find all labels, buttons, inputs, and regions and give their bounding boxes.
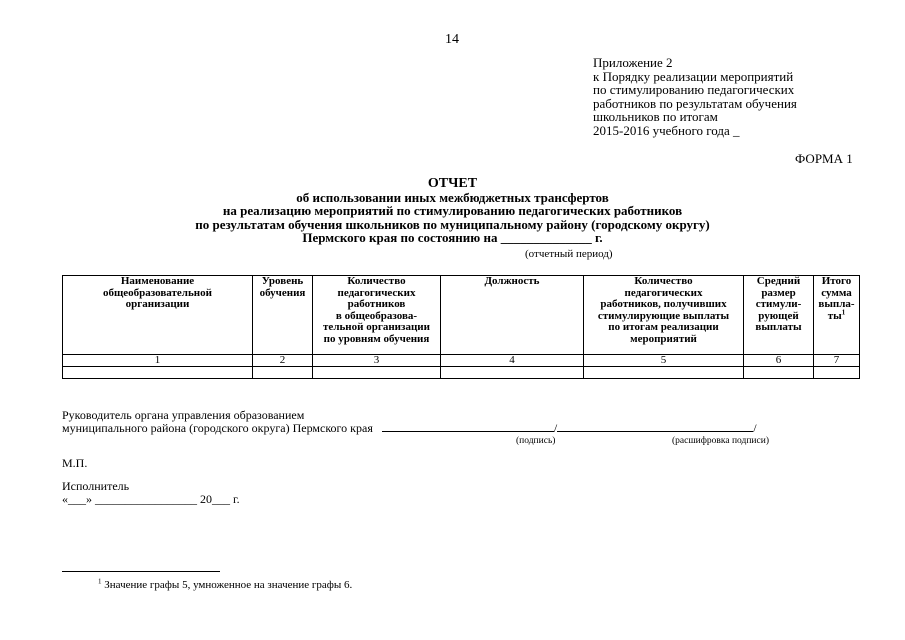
header-line: мероприятий — [630, 332, 697, 345]
column-number: 3 — [313, 355, 441, 367]
header-line: Наименование — [120, 275, 195, 287]
appendix-line: по стимулированию педагогических — [593, 82, 795, 97]
column-number: 1 — [63, 355, 253, 367]
signature-block — [62, 408, 769, 447]
col-header-teacher-count — [313, 276, 441, 355]
header-line: обучения — [259, 286, 306, 299]
header-line: Уровень — [261, 275, 304, 287]
col-header-organization — [63, 276, 253, 355]
column-number: 4 — [441, 355, 584, 367]
signature-field[interactable] — [382, 431, 554, 432]
header-line: ты — [827, 309, 842, 322]
form-label: ФОРМА 1 — [795, 151, 853, 166]
year-blank[interactable]: 20___ — [200, 492, 230, 506]
header-line: по уровням обучения — [323, 332, 430, 345]
col-header-recipients-count — [584, 276, 744, 355]
title-line: на реализацию мероприятий по стимулированию педагогических работников — [222, 203, 683, 218]
header-line: тельной организации — [323, 321, 430, 333]
header-line: Должность — [484, 275, 540, 287]
header-line: Количество — [347, 275, 406, 287]
caption-signature: (подпись) — [516, 436, 556, 446]
header-line: педагогических — [624, 286, 703, 299]
header-line: выплаты — [755, 321, 802, 333]
col-header-position — [441, 276, 584, 355]
table-header-row — [63, 276, 860, 355]
caption-decode: (расшифровка подписи) — [672, 436, 769, 446]
table-cell[interactable] — [63, 367, 253, 379]
table-cell[interactable] — [441, 367, 584, 379]
signature-slash: / — [553, 421, 558, 435]
title-date-suffix: г. — [594, 230, 603, 245]
executor-label: Исполнитель — [62, 479, 130, 493]
header-line: рующей — [758, 309, 799, 322]
title-date-prefix: Пермского края по состоянию на — [302, 230, 498, 245]
signature-label: муниципального района (городского округа) Пермского края — [62, 421, 373, 435]
year-suffix: г. — [233, 492, 240, 506]
column-number: 6 — [744, 355, 814, 367]
table-cell[interactable] — [584, 367, 744, 379]
header-line: работников, получивших — [600, 298, 727, 310]
stamp-place: М.П. — [62, 456, 88, 470]
open-quote: « — [62, 492, 68, 506]
header-line: общеобразовательной — [103, 286, 212, 299]
signature-decode-field[interactable] — [557, 431, 753, 432]
appendix-line: школьников по итогам — [593, 109, 718, 124]
col-header-total-payment — [814, 276, 860, 355]
table-cell[interactable] — [313, 367, 441, 379]
appendix-line: 2015-2016 учебного года _ — [593, 122, 740, 138]
header-line: Количество — [634, 275, 693, 287]
header-line: стимули- — [755, 298, 802, 310]
column-number: 2 — [253, 355, 313, 367]
footnote-text: Значение графы 5, умноженное на значение графы 6. — [104, 579, 353, 591]
header-line: стимулирующие выплаты — [597, 309, 730, 322]
header-line: размер — [761, 286, 796, 299]
header-line-with-mark — [815, 307, 858, 323]
header-line: выпла- — [818, 298, 855, 310]
signature-line-1: Руководитель органа управления образованием — [62, 408, 305, 422]
footnote-mark: 1 — [98, 577, 102, 586]
col-header-average-payment — [744, 276, 814, 355]
appendix-line: к Порядку реализации мероприятий — [593, 68, 794, 84]
signature-line-2 — [62, 422, 757, 435]
header-line: работников — [347, 298, 406, 310]
header-line: педагогических — [337, 286, 416, 299]
executor-date-line — [62, 493, 240, 506]
close-quote: » — [86, 492, 92, 506]
header-footnote-mark: 1 — [841, 307, 846, 316]
signature-captions — [62, 435, 769, 447]
period-caption: (отчетный период) — [525, 248, 613, 260]
footnote — [98, 579, 352, 591]
appendix-line: работников по результатам обучения — [593, 95, 797, 111]
title-date-blank[interactable]: ______________ — [500, 230, 592, 245]
table-cell[interactable] — [253, 367, 313, 379]
header-line: Итого — [821, 275, 852, 287]
footnote-divider — [62, 571, 220, 572]
header-line: по итогам реализации — [608, 321, 719, 333]
table-empty-row — [63, 367, 860, 379]
table-cell[interactable] — [814, 367, 860, 379]
appendix-block — [593, 56, 797, 137]
title-line: по результатам обучения школьников по муниципальному району (городскому округу) — [195, 216, 710, 232]
appendix-line: Приложение 2 — [593, 55, 673, 70]
header-line: организации — [125, 298, 190, 310]
day-blank[interactable]: ___ — [68, 492, 86, 506]
title-line-date — [0, 231, 905, 245]
signature-slash: / — [753, 421, 757, 435]
report-title — [0, 177, 905, 245]
header-line: в общеобразова- — [335, 309, 418, 322]
page-number: 14 — [445, 32, 459, 47]
title-line: об использовании иных межбюджетных трансфертов — [296, 189, 609, 205]
table-cell[interactable] — [744, 367, 814, 379]
header-line: Средний — [756, 275, 801, 287]
table-number-row — [63, 355, 860, 367]
report-table — [62, 275, 860, 379]
col-header-level — [253, 276, 313, 355]
month-blank[interactable]: _________________ — [95, 492, 197, 506]
column-number: 7 — [814, 355, 860, 367]
title-heading: ОТЧЕТ — [427, 176, 478, 191]
column-number: 5 — [584, 355, 744, 367]
executor-block — [62, 480, 240, 506]
header-line: сумма — [821, 286, 852, 299]
